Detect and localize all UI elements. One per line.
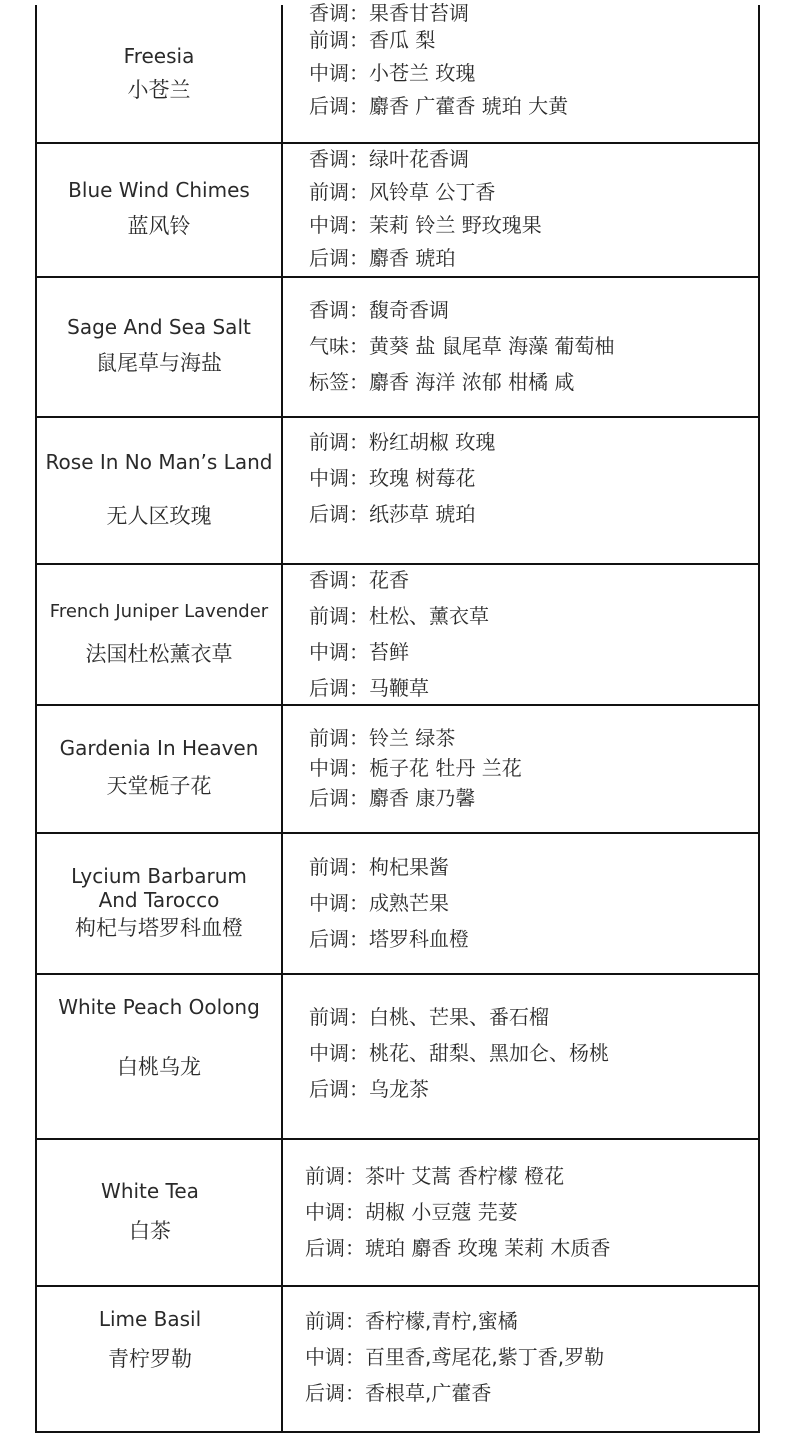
fragrance-name-cell: [37, 832, 283, 973]
fragrance-name-zh: 鼠尾草与海盐: [96, 351, 222, 375]
note-line: 香调：绿叶花香调: [309, 147, 469, 171]
note-line: 香调：果香甘苔调: [309, 1, 469, 25]
note-line: 前调：白桃、芒果、番石榴: [309, 1005, 549, 1029]
table-row: [37, 832, 758, 975]
table-row: [37, 563, 758, 706]
fragrance-name-zh: 白桃乌龙: [117, 1055, 201, 1079]
note-line: 后调：塔罗科血橙: [309, 926, 469, 951]
fragrance-name-cell: [37, 142, 283, 276]
fragrance-name-en: Gardenia In Heaven: [59, 736, 259, 760]
table-row: [37, 276, 758, 418]
notes-cell: [283, 1138, 758, 1285]
fragrance-name-zh: 天堂栀子花: [106, 774, 212, 798]
table-row: [37, 704, 758, 834]
notes-cell: [283, 416, 758, 563]
table-row: [37, 973, 758, 1140]
note-line: 中调：栀子花 牡丹 兰花: [309, 756, 522, 780]
note-line: 香调：花香: [309, 567, 409, 592]
note-line: 中调：苔鲜: [309, 639, 409, 664]
note-line: 中调：百里香,鸢尾花,紫丁香,罗勒: [305, 1345, 605, 1369]
note-line: 前调：粉红胡椒 玫瑰: [309, 430, 496, 454]
table-row: [37, 1, 758, 144]
notes-cell: [283, 563, 758, 704]
note-line: 中调：玫瑰 树莓花: [309, 466, 476, 490]
fragrance-name-zh: 蓝风铃: [127, 214, 191, 238]
note-line: 中调：成熟芒果: [309, 890, 449, 915]
note-line: 后调：琥珀 麝香 玫瑰 茉莉 木质香: [305, 1235, 611, 1260]
fragrance-name-cell: [37, 416, 283, 563]
note-line: 中调：胡椒 小豆蔻 芫荽: [305, 1199, 518, 1224]
note-line: 中调：桃花、甜梨、黑加仑、杨桃: [309, 1041, 609, 1065]
table-row: [37, 1138, 758, 1287]
fragrance-name-cell: [37, 563, 283, 704]
note-line: 后调：纸莎草 琥珀: [309, 502, 476, 526]
note-line: 后调：马鞭草: [309, 675, 429, 700]
note-line: 中调：茉莉 铃兰 野玫瑰果: [309, 213, 542, 237]
fragrance-name-zh: 无人区玫瑰: [106, 503, 212, 528]
fragrance-name-cell: [37, 704, 283, 832]
fragrance-name-en: French Juniper Lavender: [49, 600, 269, 622]
note-line: 前调：杜松、薰衣草: [309, 603, 489, 628]
note-line: 前调：枸杞果酱: [309, 854, 449, 879]
note-line: 后调：麝香 琥珀: [309, 246, 456, 270]
fragrance-name-en: Freesia: [123, 43, 195, 68]
fragrance-name-en: Lime Basil: [98, 1307, 202, 1331]
fragrance-name-zh: 青柠罗勒: [108, 1347, 192, 1371]
notes-cell: [283, 1, 758, 142]
note-line: 前调：铃兰 绿茶: [309, 726, 456, 750]
fragrance-name-cell: [37, 973, 283, 1138]
fragrance-name-zh: 法国杜松薰衣草: [85, 641, 233, 666]
fragrance-name-en: White Peach Oolong: [58, 995, 260, 1019]
fragrance-name-en: White Tea: [101, 1178, 199, 1203]
fragrance-notes-table: [35, 1, 760, 1433]
fragrance-name-cell: [37, 5, 283, 142]
note-line: 中调：小苍兰 玫瑰: [309, 61, 476, 85]
note-line: 前调：香柠檬,青柠,蜜橘: [305, 1309, 518, 1333]
table-row: [37, 142, 758, 278]
note-line: 后调：香根草,广藿香: [305, 1381, 492, 1405]
note-line: 前调：茶叶 艾蒿 香柠檬 橙花: [305, 1163, 565, 1188]
fragrance-name-zh: 小苍兰: [127, 77, 191, 102]
note-line: 后调：麝香 广藿香 琥珀 大黄: [309, 94, 569, 118]
notes-cell: [283, 704, 758, 832]
notes-cell: [283, 832, 758, 973]
fragrance-name-cell: [37, 1138, 283, 1285]
fragrance-name-en: Lycium Barbarum And Tarocco: [71, 863, 247, 912]
fragrance-name-zh: 白茶: [129, 1218, 171, 1243]
note-line: 气味：黄葵 盐 鼠尾草 海藻 葡萄柚: [309, 334, 615, 358]
note-line: 标签：麝香 海洋 浓郁 柑橘 咸: [309, 370, 575, 394]
notes-cell: [283, 142, 758, 276]
fragrance-name-cell: [37, 276, 283, 416]
note-line: 前调：风铃草 公丁香: [309, 180, 496, 204]
fragrance-name-zh: 枸杞与塔罗科血橙: [75, 915, 243, 940]
note-line: 后调：麝香 康乃馨: [309, 786, 476, 810]
notes-cell: [283, 1285, 758, 1431]
notes-cell: [283, 276, 758, 416]
note-line: 香调：馥奇香调: [309, 298, 449, 322]
fragrance-name-en: Sage And Sea Salt: [67, 315, 251, 339]
fragrance-name-cell: [37, 1285, 283, 1431]
fragrance-name-en: Rose In No Man’s Land: [45, 449, 273, 474]
notes-cell: [283, 973, 758, 1138]
note-line: 前调：香瓜 梨: [309, 28, 436, 52]
table-row: [37, 1285, 758, 1431]
note-line: 后调：乌龙茶: [309, 1077, 429, 1101]
fragrance-name-en: Blue Wind Chimes: [68, 178, 250, 202]
table-row: [37, 416, 758, 565]
